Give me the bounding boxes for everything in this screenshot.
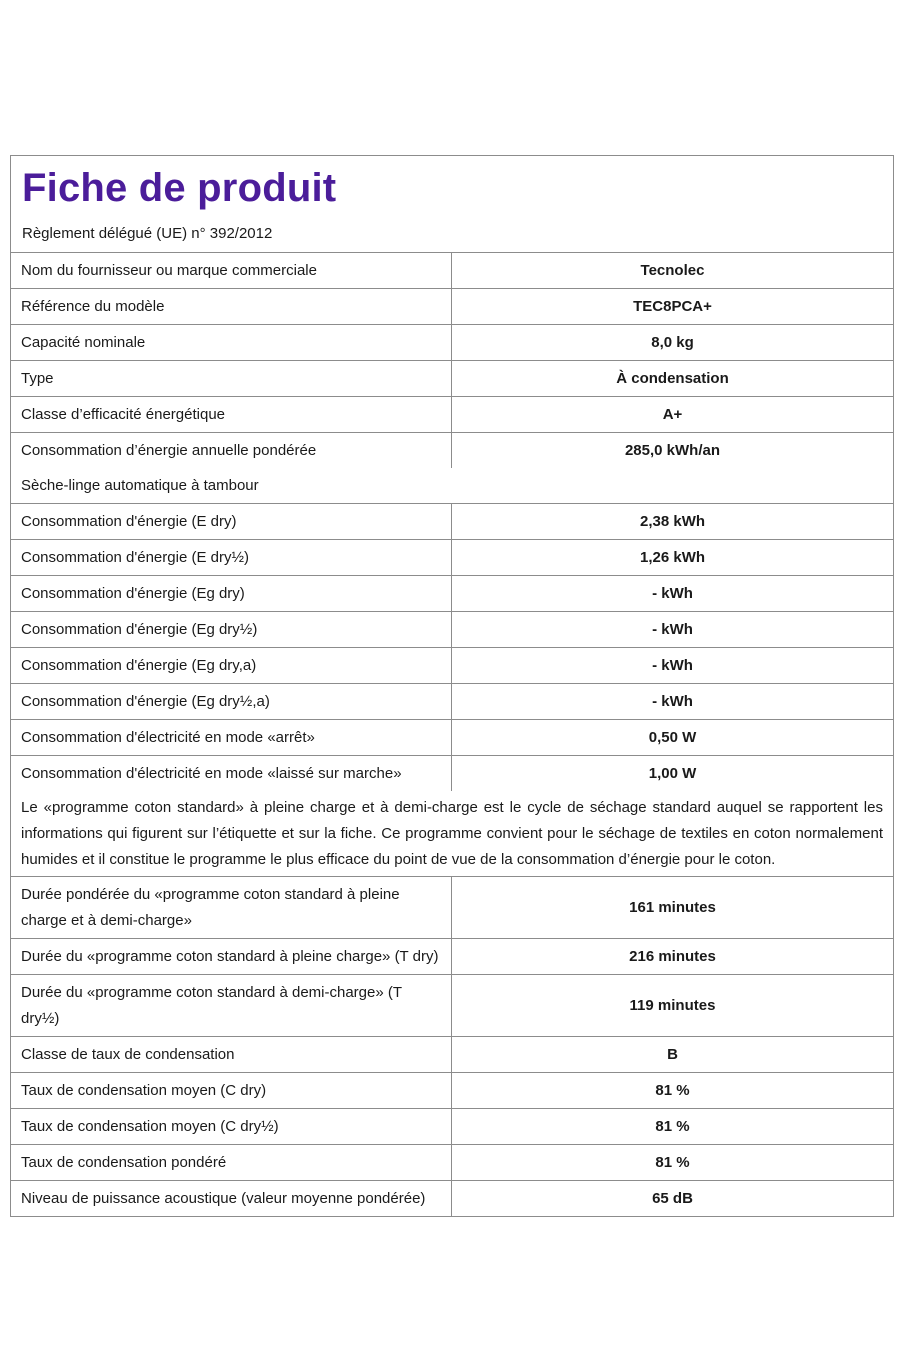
- row-label: Consommation d'énergie (Eg dry,a): [11, 648, 452, 683]
- table-row: [11, 1073, 893, 1109]
- row-label: Consommation d'énergie (Eg dry½): [11, 612, 452, 647]
- table-bottom: [11, 877, 893, 1216]
- row-value: 8,0 kg: [651, 334, 694, 351]
- row-label: Durée du «programme coton standard à demi-charge» (T dry½): [11, 975, 452, 1036]
- table-row: [11, 433, 893, 468]
- row-label: Consommation d'électricité en mode «laissé sur marche»: [11, 756, 452, 791]
- row-value: 216 minutes: [629, 948, 716, 965]
- table-row: [11, 504, 893, 540]
- table-row: [11, 612, 893, 648]
- row-label: Consommation d'énergie (E dry): [11, 504, 452, 539]
- row-label: Consommation d'électricité en mode «arrêt»: [11, 720, 452, 755]
- section-label: Sèche-linge automatique à tambour: [11, 468, 893, 504]
- table-row: [11, 540, 893, 576]
- row-label: Taux de condensation pondéré: [11, 1145, 452, 1180]
- page-title: Fiche de produit: [22, 166, 337, 210]
- row-value: B: [667, 1046, 678, 1063]
- row-label: Taux de condensation moyen (C dry): [11, 1073, 452, 1108]
- row-label: Type: [11, 361, 452, 396]
- row-value: 119 minutes: [629, 997, 716, 1014]
- regulation-reference: Règlement délégué (UE) n° 392/2012: [22, 225, 273, 242]
- table-row: [11, 289, 893, 325]
- table-row: [11, 361, 893, 397]
- table-row: [11, 684, 893, 720]
- row-value: - kWh: [652, 693, 693, 710]
- row-label: Durée du «programme coton standard à pleine charge» (T dry): [11, 939, 452, 974]
- standard-program-note: Le «programme coton standard» à pleine charge et à demi-charge est le cycle de séchage standard auquel se rapportent les informations qui figurent sur l’étiquette et sur la fiche. Ce programme convient pour le séchage de textiles en coton normalement humides et il constitue le programme le plus efficace du point de vue de la consommation d’énergie pour le coton.: [11, 791, 893, 877]
- table-row: [11, 648, 893, 684]
- table-row: [11, 877, 893, 939]
- row-label: Durée pondérée du «programme coton standard à pleine charge et à demi-charge»: [11, 877, 452, 938]
- row-value: - kWh: [652, 585, 693, 602]
- row-value: 1,26 kWh: [639, 549, 706, 566]
- table-row: [11, 325, 893, 361]
- row-value: 2,38 kWh: [639, 513, 706, 530]
- row-value: 0,50 W: [648, 729, 697, 746]
- table-row: [11, 1145, 893, 1181]
- row-value: 161 minutes: [629, 899, 716, 916]
- row-value: Tecnolec: [640, 262, 705, 279]
- row-label: Taux de condensation moyen (C dry½): [11, 1109, 452, 1144]
- row-value: 285,0 kWh/an: [624, 442, 721, 459]
- table-top: [11, 253, 893, 468]
- table-row: [11, 720, 893, 756]
- row-label: Consommation d’énergie annuelle pondérée: [11, 433, 452, 468]
- row-value: - kWh: [652, 657, 693, 674]
- row-label: Niveau de puissance acoustique (valeur moyenne pondérée): [11, 1181, 452, 1216]
- product-sheet: [10, 155, 894, 1217]
- table-row: [11, 397, 893, 433]
- row-value: 81 %: [655, 1082, 690, 1099]
- row-value: 81 %: [655, 1118, 690, 1135]
- sheet-header: [11, 156, 893, 253]
- row-value: TEC8PCA+: [633, 298, 712, 315]
- row-value: A+: [662, 406, 683, 423]
- row-label: Consommation d'énergie (E dry½): [11, 540, 452, 575]
- table-row: [11, 756, 893, 791]
- row-label: Nom du fournisseur ou marque commerciale: [11, 253, 452, 288]
- row-value: 81 %: [655, 1154, 690, 1171]
- row-label: Classe d’efficacité énergétique: [11, 397, 452, 432]
- table-row: [11, 975, 893, 1037]
- table-row: [11, 1109, 893, 1145]
- row-label: Capacité nominale: [11, 325, 452, 360]
- table-row: [11, 253, 893, 289]
- row-value: À condensation: [616, 370, 729, 387]
- table-row: [11, 576, 893, 612]
- table-row: [11, 1037, 893, 1073]
- row-value: 1,00 W: [648, 765, 697, 782]
- row-label: Consommation d'énergie (Eg dry): [11, 576, 452, 611]
- table-row: [11, 939, 893, 975]
- row-label: Classe de taux de condensation: [11, 1037, 452, 1072]
- table-row: [11, 1181, 893, 1216]
- row-value: - kWh: [652, 621, 693, 638]
- row-label: Référence du modèle: [11, 289, 452, 324]
- row-value: 65 dB: [652, 1190, 693, 1207]
- table-mid: [11, 504, 893, 791]
- row-label: Consommation d'énergie (Eg dry½,a): [11, 684, 452, 719]
